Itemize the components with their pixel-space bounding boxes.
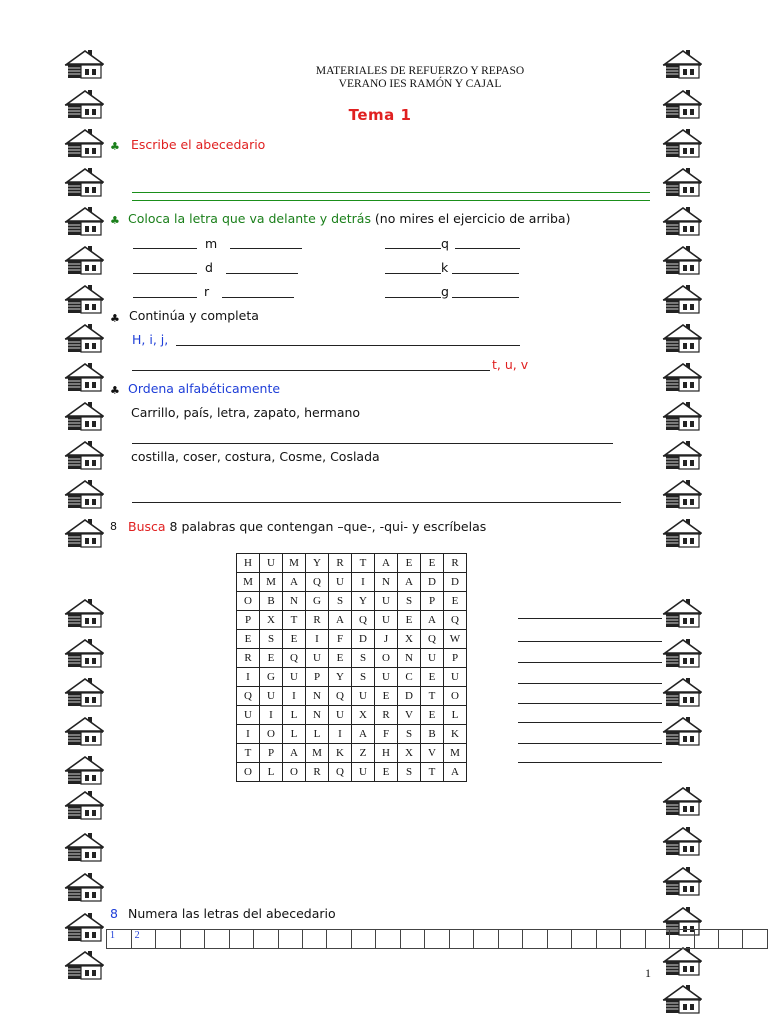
header-line-1: MATERIALES DE REFUERZO Y REPASO bbox=[315, 65, 525, 77]
number-cell[interactable] bbox=[425, 930, 449, 949]
house-icon bbox=[662, 362, 702, 392]
answer-line[interactable] bbox=[518, 762, 662, 763]
grid-cell[interactable]: R bbox=[444, 554, 467, 573]
grid-row bbox=[237, 592, 467, 611]
exercise-3-instruction: Continúa y completa bbox=[129, 308, 259, 323]
grid-cell[interactable]: Q bbox=[283, 649, 306, 668]
alphabet-number-row bbox=[106, 929, 768, 949]
grid-cell[interactable]: E bbox=[421, 554, 444, 573]
number-cell[interactable] bbox=[278, 930, 302, 949]
house-icon bbox=[64, 872, 104, 902]
given-letter: d bbox=[205, 260, 213, 275]
grid-cell[interactable]: L bbox=[444, 706, 467, 725]
answer-line[interactable] bbox=[518, 703, 662, 704]
exercise-2-instruction bbox=[128, 211, 570, 226]
grid-cell[interactable]: L bbox=[260, 763, 283, 782]
number-cell[interactable] bbox=[205, 930, 229, 949]
grid-cell[interactable]: S bbox=[398, 725, 421, 744]
grid-row bbox=[237, 725, 467, 744]
grid-cell[interactable]: R bbox=[329, 554, 352, 573]
house-icon bbox=[64, 284, 104, 314]
grid-row bbox=[237, 706, 467, 725]
answer-blank[interactable] bbox=[452, 297, 519, 298]
grid-cell[interactable]: Y bbox=[329, 668, 352, 687]
given-letter: m bbox=[205, 236, 218, 251]
number-cell[interactable] bbox=[474, 930, 498, 949]
grid-cell[interactable]: N bbox=[375, 573, 398, 592]
grid-cell[interactable]: U bbox=[260, 687, 283, 706]
grid-cell[interactable]: N bbox=[398, 649, 421, 668]
grid-cell[interactable]: S bbox=[398, 592, 421, 611]
club-suit-icon: ♣ bbox=[110, 384, 120, 397]
grid-cell[interactable]: R bbox=[306, 763, 329, 782]
grid-cell[interactable]: T bbox=[283, 611, 306, 630]
grid-cell[interactable]: Y bbox=[352, 592, 375, 611]
house-icon bbox=[662, 984, 702, 1014]
house-icon bbox=[64, 89, 104, 119]
given-letter: g bbox=[441, 284, 449, 299]
house-icon bbox=[64, 128, 104, 158]
answer-line[interactable] bbox=[132, 502, 621, 503]
house-icon bbox=[662, 638, 702, 668]
grid-cell[interactable]: U bbox=[421, 649, 444, 668]
grid-cell[interactable]: I bbox=[237, 668, 260, 687]
grid-cell[interactable]: W bbox=[444, 630, 467, 649]
grid-cell[interactable]: U bbox=[329, 706, 352, 725]
house-icon bbox=[662, 479, 702, 509]
house-icon bbox=[64, 518, 104, 548]
grid-cell[interactable]: U bbox=[306, 649, 329, 668]
answer-line[interactable] bbox=[518, 722, 662, 723]
grid-cell[interactable]: E bbox=[283, 630, 306, 649]
grid-cell[interactable]: T bbox=[421, 763, 444, 782]
grid-cell[interactable]: I bbox=[306, 630, 329, 649]
number-cell[interactable] bbox=[572, 930, 596, 949]
exercise-4-instruction: Ordena alfabéticamente bbox=[128, 381, 281, 396]
grid-cell[interactable]: S bbox=[329, 592, 352, 611]
house-icon bbox=[662, 167, 702, 197]
grid-cell[interactable]: L bbox=[283, 706, 306, 725]
word-search-grid bbox=[236, 553, 467, 782]
answer-blank[interactable] bbox=[385, 273, 441, 274]
grid-cell[interactable]: G bbox=[306, 592, 329, 611]
grid-row bbox=[237, 668, 467, 687]
house-icon bbox=[662, 401, 702, 431]
number-cell[interactable] bbox=[645, 930, 669, 949]
answer-blank[interactable] bbox=[230, 248, 302, 249]
grid-cell[interactable]: C bbox=[398, 668, 421, 687]
answer-blank[interactable] bbox=[222, 297, 294, 298]
number-cell[interactable] bbox=[303, 930, 327, 949]
grid-cell[interactable]: E bbox=[237, 630, 260, 649]
answer-blank[interactable] bbox=[385, 248, 441, 249]
number-cell[interactable] bbox=[376, 930, 400, 949]
answer-blank[interactable] bbox=[133, 248, 197, 249]
grid-cell[interactable]: O bbox=[283, 763, 306, 782]
grid-cell[interactable]: N bbox=[283, 592, 306, 611]
grid-cell[interactable]: Q bbox=[421, 630, 444, 649]
grid-cell[interactable]: M bbox=[283, 554, 306, 573]
number-cell[interactable]: 1 bbox=[107, 930, 132, 949]
grid-cell[interactable]: T bbox=[237, 744, 260, 763]
grid-cell[interactable]: D bbox=[421, 573, 444, 592]
given-letter: q bbox=[441, 236, 449, 251]
answer-line[interactable] bbox=[518, 618, 662, 619]
exercise-1-instruction: Escribe el abecedario bbox=[131, 137, 266, 152]
house-icon bbox=[64, 638, 104, 668]
grid-cell[interactable]: E bbox=[398, 611, 421, 630]
grid-cell[interactable]: J bbox=[375, 630, 398, 649]
bullet-number: 8 bbox=[110, 906, 118, 921]
word-list-2: costilla, coser, costura, Cosme, Coslada bbox=[131, 449, 380, 464]
grid-cell[interactable]: R bbox=[306, 611, 329, 630]
answer-line[interactable] bbox=[132, 443, 613, 444]
grid-cell[interactable]: E bbox=[329, 649, 352, 668]
sequence-end: t, u, v bbox=[492, 357, 529, 372]
answer-line[interactable] bbox=[132, 370, 490, 371]
grid-cell[interactable]: F bbox=[329, 630, 352, 649]
answer-blank[interactable] bbox=[455, 248, 520, 249]
answer-blank[interactable] bbox=[226, 273, 298, 274]
grid-cell[interactable]: E bbox=[375, 763, 398, 782]
page-number: 1 bbox=[645, 966, 651, 980]
grid-cell[interactable]: P bbox=[306, 668, 329, 687]
instruction-main: Coloca la letra que va delante y detrás bbox=[128, 211, 371, 226]
grid-cell[interactable]: M bbox=[237, 573, 260, 592]
page-title: Tema 1 bbox=[348, 106, 412, 124]
house-icon bbox=[662, 677, 702, 707]
house-icon bbox=[64, 49, 104, 79]
grid-cell[interactable]: P bbox=[421, 592, 444, 611]
grid-row bbox=[237, 687, 467, 706]
grid-cell[interactable]: O bbox=[375, 649, 398, 668]
number-cell[interactable] bbox=[547, 930, 571, 949]
grid-cell[interactable]: M bbox=[444, 744, 467, 763]
grid-cell[interactable]: L bbox=[283, 725, 306, 744]
grid-cell[interactable]: A bbox=[283, 573, 306, 592]
grid-cell[interactable]: D bbox=[352, 630, 375, 649]
house-icon bbox=[662, 128, 702, 158]
bullet-number: 8 bbox=[110, 520, 117, 533]
answer-line[interactable] bbox=[518, 641, 662, 642]
house-icon bbox=[662, 866, 702, 896]
house-icon bbox=[662, 284, 702, 314]
grid-cell[interactable]: Q bbox=[306, 573, 329, 592]
grid-cell[interactable]: O bbox=[237, 763, 260, 782]
grid-cell[interactable]: Z bbox=[352, 744, 375, 763]
grid-cell[interactable]: E bbox=[421, 668, 444, 687]
number-cell[interactable] bbox=[327, 930, 351, 949]
grid-cell[interactable]: Q bbox=[237, 687, 260, 706]
grid-cell[interactable]: H bbox=[237, 554, 260, 573]
header-line-2: VERANO IES RAMÓN Y CAJAL bbox=[338, 78, 502, 90]
grid-cell[interactable]: U bbox=[375, 592, 398, 611]
grid-cell[interactable]: A bbox=[329, 611, 352, 630]
answer-line[interactable] bbox=[518, 743, 662, 744]
grid-cell[interactable]: U bbox=[375, 611, 398, 630]
number-cell[interactable] bbox=[254, 930, 278, 949]
grid-cell[interactable]: E bbox=[421, 706, 444, 725]
grid-cell[interactable]: D bbox=[444, 573, 467, 592]
exercise-5-instruction bbox=[128, 519, 486, 534]
house-icon bbox=[662, 826, 702, 856]
grid-cell[interactable]: U bbox=[352, 687, 375, 706]
club-suit-icon: ♣ bbox=[110, 140, 120, 153]
grid-cell[interactable]: I bbox=[260, 706, 283, 725]
grid-cell[interactable]: U bbox=[237, 706, 260, 725]
given-letter: k bbox=[441, 260, 449, 275]
grid-cell[interactable]: O bbox=[237, 592, 260, 611]
grid-cell[interactable]: F bbox=[375, 725, 398, 744]
house-icon bbox=[64, 167, 104, 197]
house-icon bbox=[662, 206, 702, 236]
grid-cell[interactable]: S bbox=[352, 668, 375, 687]
grid-cell[interactable]: U bbox=[375, 668, 398, 687]
sequence-start: H, i, j, bbox=[132, 332, 169, 347]
club-suit-icon: ♣ bbox=[110, 312, 120, 325]
house-icon bbox=[64, 755, 104, 785]
grid-cell[interactable]: P bbox=[237, 611, 260, 630]
house-icon bbox=[64, 790, 104, 820]
instruction-rest: 8 palabras que contengan –que-, -qui- y escríbelas bbox=[165, 519, 487, 534]
grid-cell[interactable]: Q bbox=[329, 687, 352, 706]
house-icon bbox=[662, 716, 702, 746]
number-cell[interactable] bbox=[351, 930, 375, 949]
grid-cell[interactable]: N bbox=[306, 687, 329, 706]
answer-blank[interactable] bbox=[133, 297, 197, 298]
house-icon bbox=[662, 786, 702, 816]
house-icon bbox=[662, 440, 702, 470]
grid-cell[interactable]: A bbox=[444, 763, 467, 782]
house-icon bbox=[64, 479, 104, 509]
house-icon bbox=[64, 950, 104, 980]
answer-blank[interactable] bbox=[385, 297, 441, 298]
exercise-6-instruction: Numera las letras del abecedario bbox=[128, 906, 336, 921]
grid-cell[interactable]: I bbox=[283, 687, 306, 706]
number-cell[interactable] bbox=[229, 930, 253, 949]
grid-row bbox=[237, 744, 467, 763]
house-icon bbox=[662, 598, 702, 628]
grid-cell[interactable]: P bbox=[444, 649, 467, 668]
grid-row bbox=[237, 611, 467, 630]
grid-cell[interactable]: A bbox=[421, 611, 444, 630]
instruction-note: (no mires el ejercicio de arriba) bbox=[370, 211, 571, 226]
grid-cell[interactable]: P bbox=[260, 744, 283, 763]
grid-cell[interactable]: A bbox=[375, 554, 398, 573]
grid-cell[interactable]: H bbox=[375, 744, 398, 763]
grid-cell[interactable]: T bbox=[352, 554, 375, 573]
house-icon bbox=[64, 323, 104, 353]
number-cell[interactable] bbox=[596, 930, 620, 949]
grid-cell[interactable]: U bbox=[260, 554, 283, 573]
number-cell[interactable] bbox=[180, 930, 204, 949]
grid-cell[interactable]: E bbox=[375, 687, 398, 706]
grid-cell[interactable]: I bbox=[329, 725, 352, 744]
grid-cell[interactable]: I bbox=[352, 573, 375, 592]
grid-cell[interactable]: X bbox=[260, 611, 283, 630]
number-cell[interactable] bbox=[156, 930, 180, 949]
grid-cell[interactable]: A bbox=[283, 744, 306, 763]
grid-cell[interactable]: G bbox=[260, 668, 283, 687]
answer-blank[interactable] bbox=[133, 273, 197, 274]
grid-cell[interactable]: E bbox=[260, 649, 283, 668]
house-icon bbox=[64, 677, 104, 707]
answer-line[interactable] bbox=[518, 683, 662, 684]
grid-row bbox=[237, 649, 467, 668]
answer-line[interactable] bbox=[518, 662, 662, 663]
grid-cell[interactable]: S bbox=[352, 649, 375, 668]
grid-cell[interactable]: K bbox=[329, 744, 352, 763]
house-icon bbox=[662, 89, 702, 119]
grid-cell[interactable]: U bbox=[352, 763, 375, 782]
grid-cell[interactable]: I bbox=[237, 725, 260, 744]
grid-cell[interactable]: A bbox=[352, 725, 375, 744]
grid-cell[interactable]: Q bbox=[329, 763, 352, 782]
grid-cell[interactable]: N bbox=[306, 706, 329, 725]
number-cell[interactable] bbox=[400, 930, 424, 949]
answer-line[interactable] bbox=[132, 200, 650, 201]
number-cell[interactable] bbox=[523, 930, 547, 949]
answer-line[interactable] bbox=[176, 345, 520, 346]
number-cell[interactable]: 2 bbox=[131, 930, 156, 949]
house-icon bbox=[662, 518, 702, 548]
grid-cell[interactable]: U bbox=[329, 573, 352, 592]
house-icon bbox=[64, 598, 104, 628]
grid-cell[interactable]: V bbox=[421, 744, 444, 763]
number-cell[interactable] bbox=[694, 930, 718, 949]
house-icon bbox=[64, 912, 104, 942]
grid-row bbox=[237, 630, 467, 649]
answer-line[interactable] bbox=[132, 192, 650, 193]
grid-cell[interactable]: R bbox=[237, 649, 260, 668]
grid-cell[interactable]: U bbox=[283, 668, 306, 687]
house-icon bbox=[64, 832, 104, 862]
grid-row bbox=[237, 573, 467, 592]
grid-cell[interactable]: M bbox=[306, 744, 329, 763]
grid-cell[interactable]: Q bbox=[444, 611, 467, 630]
club-suit-icon: ♣ bbox=[110, 214, 120, 227]
grid-cell[interactable]: Q bbox=[352, 611, 375, 630]
number-cell[interactable] bbox=[718, 930, 742, 949]
grid-cell[interactable]: O bbox=[260, 725, 283, 744]
grid-row bbox=[237, 554, 467, 573]
house-icon bbox=[64, 362, 104, 392]
grid-cell[interactable]: B bbox=[421, 725, 444, 744]
grid-cell[interactable]: S bbox=[398, 763, 421, 782]
number-cell[interactable] bbox=[498, 930, 522, 949]
grid-cell[interactable]: X bbox=[398, 630, 421, 649]
grid-cell[interactable]: K bbox=[444, 725, 467, 744]
grid-cell[interactable]: E bbox=[398, 554, 421, 573]
grid-cell[interactable]: U bbox=[444, 668, 467, 687]
answer-blank[interactable] bbox=[452, 273, 519, 274]
house-icon bbox=[64, 245, 104, 275]
house-icon bbox=[662, 49, 702, 79]
grid-cell[interactable]: L bbox=[306, 725, 329, 744]
house-icon bbox=[662, 946, 702, 976]
grid-cell[interactable]: S bbox=[260, 630, 283, 649]
number-cell[interactable] bbox=[743, 930, 768, 949]
grid-cell[interactable]: O bbox=[444, 687, 467, 706]
house-icon bbox=[64, 206, 104, 236]
house-icon bbox=[64, 716, 104, 746]
grid-cell[interactable]: Y bbox=[306, 554, 329, 573]
word-list-1: Carrillo, país, letra, zapato, hermano bbox=[131, 405, 361, 420]
instruction-keyword: Busca bbox=[128, 519, 166, 534]
grid-cell[interactable]: X bbox=[398, 744, 421, 763]
number-cell[interactable] bbox=[621, 930, 645, 949]
house-icon bbox=[662, 245, 702, 275]
number-cell[interactable] bbox=[449, 930, 473, 949]
grid-cell[interactable]: T bbox=[421, 687, 444, 706]
house-icon bbox=[64, 440, 104, 470]
house-icon bbox=[662, 323, 702, 353]
grid-row bbox=[237, 763, 467, 782]
grid-cell[interactable]: E bbox=[444, 592, 467, 611]
grid-cell[interactable]: D bbox=[398, 687, 421, 706]
house-icon bbox=[64, 401, 104, 431]
number-cell[interactable] bbox=[670, 930, 694, 949]
grid-cell[interactable]: A bbox=[398, 573, 421, 592]
grid-cell[interactable]: R bbox=[375, 706, 398, 725]
grid-cell[interactable]: M bbox=[260, 573, 283, 592]
grid-cell[interactable]: B bbox=[260, 592, 283, 611]
grid-cell[interactable]: V bbox=[398, 706, 421, 725]
grid-cell[interactable]: X bbox=[352, 706, 375, 725]
given-letter: r bbox=[204, 284, 210, 299]
